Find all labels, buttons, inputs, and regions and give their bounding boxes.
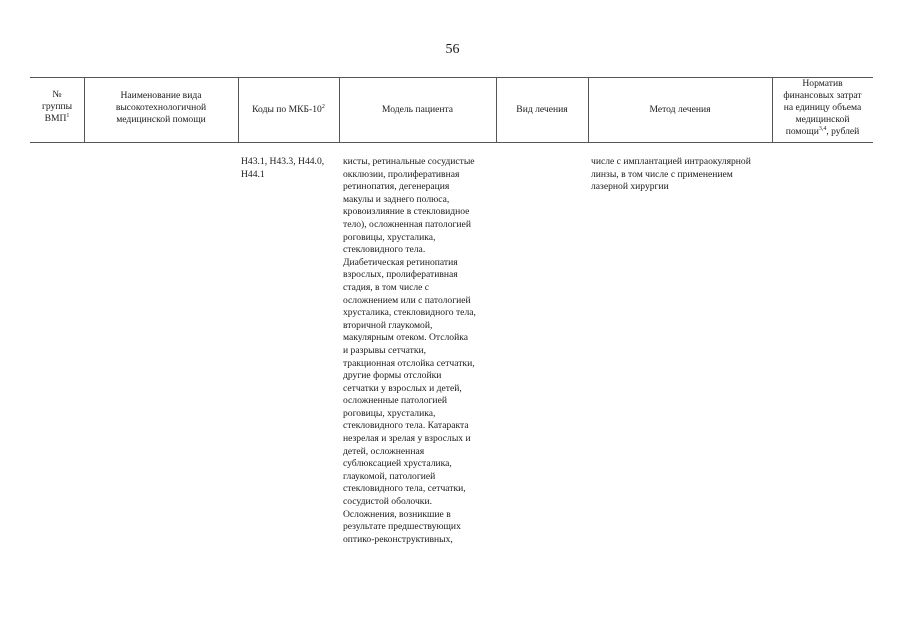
header-icd-codes-text: Коды по МКБ-10 (252, 104, 322, 115)
header-group-number (30, 89, 84, 125)
icd-codes-cell: H43.1, H43.3, H44.0, H44.1 (241, 156, 325, 180)
header-treatment-method: Метод лечения (649, 104, 711, 115)
patient-model-cell: кисты, ретинальные сосудистые окклюзии, пролиферативная ретинопатия, дегенерация макулы и заднего полюса, кровоизлияние в стекловидное тело), осложненная патологией роговицы, хрусталика, стекловидного тела. Диабетическая ретинопатия взрослых, пролиферативная стадия, в том числе с осложнением или с патологией хрусталика, стекловидного тела, вторичной глаукомой, макулярным отеком. Отслойка и разрывы сетчатки, тракционная отслойка сетчатки, другие формы отслойки сетчатки у взрослых и детей, осложненные патологией роговицы, хрусталика, стекловидного тела. Катаракта незрелая и зрелая у взрослых и детей, осложненная сублюксацией хрусталика, глаукомой, патологией стекловидного тела, сетчатки, сосудистой оболочки. Осложнения, возникшие в результате предшествующих оптико-реконструктивных, (343, 156, 476, 545)
header-group-number-text: № группы ВМП (41, 89, 73, 124)
treatment-method-cell: числе с имплантацией интраокулярной линзы, в том числе с применением лазерной хирургии (591, 156, 751, 193)
footnote-mark: 2 (321, 103, 325, 110)
header-cost-norm-tail: , рублей (826, 126, 860, 137)
footnote-mark: 1 (66, 112, 70, 119)
header-icd-codes (238, 104, 339, 116)
header-cost-norm-text: Норматив финансовых затрат на единицу объема медицинской помощи (783, 78, 862, 137)
header-treatment-type: Вид лечения (516, 104, 568, 115)
page-number: 56 (445, 42, 460, 57)
header-cost-norm (772, 78, 873, 138)
header-patient-model: Модель пациента (381, 104, 454, 115)
header-top-rule (30, 77, 873, 78)
header-bottom-rule (30, 142, 873, 143)
footnote-mark: 3,4 (818, 125, 827, 132)
header-care-type: Наименование вида высокотехнологичной медицинской помощи (115, 90, 207, 125)
